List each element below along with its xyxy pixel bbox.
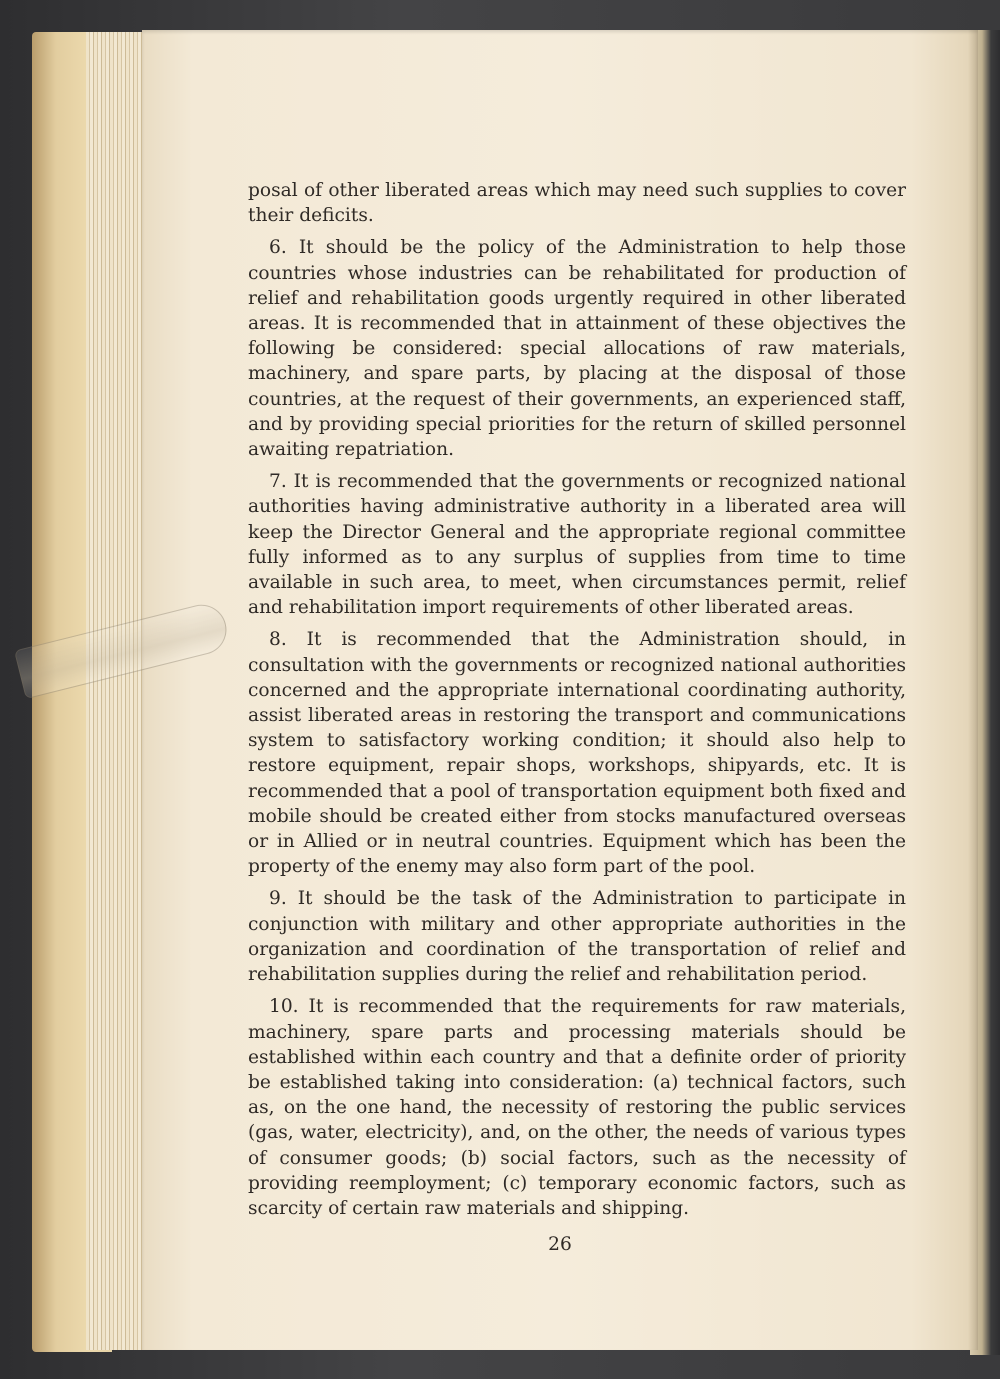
paragraph-continuation: posal of other liberated areas which may need such supplies to cover their deficits. <box>248 180 906 227</box>
book-page <box>142 30 978 1350</box>
paragraph-6: 6. It should be the policy of the Administration to help those countries whose industries can be rehabilitated for production of relief and rehabilitation goods urgently required in other liberated areas. It is recommended that in attainment of these objectives the following be considered: special allocations of raw materials, machinery, and spare parts, by placing at the disposal of those countries, at the request of their governments, an experienced staff, and by providing special priorities for the return of skilled personnel awaiting repatriation. <box>248 237 906 461</box>
paragraph-10: 10. It is recommended that the requirements for raw materials, machinery, spare parts and processing materials should be established within each country and that a definite order of priority be established taking into consideration: (a) technical factors, such as, on the one hand, the necessity of restoring the public services (gas, water, electricity), and, on the other, the needs of various types of consumer goods; (b) social factors, such as the necessity of providing reemployment; (c) temporary economic factors, such as scarcity of certain raw materials and shipping. <box>248 996 906 1219</box>
paragraph-7: 7. It is recommended that the governments or recognized national authorities having administrative authority in a liberated area will keep the Director General and the appropriate regional committee fully informed as to any surplus of supplies from time to time available in such area, to meet, when circumstances permit, relief and rehabilitation import requirements of other liberated areas. <box>248 471 906 619</box>
paragraph-9: 9. It should be the task of the Administration to participate in conjunction with military and other appropriate authorities in the organization and coordination of the transportation of relief and rehabilitation supplies during the relief and rehabilitation period. <box>248 888 906 986</box>
page-number: 26 <box>548 1234 572 1255</box>
body-text <box>248 178 906 1228</box>
paragraph-8: 8. It is recommended that the Administration should, in consultation with the governments or recognized national authorities concerned and the appropriate international coordinating authority, assist liberated areas in restoring the transport and communications system to satisfactory working condition; it should also help to restore equipment, repair shops, workshops, shipyards, etc. It is recommended that a pool of transportation equipment both fixed and mobile should be created either from stocks manufactured overseas or in Allied or in neutral countries. Equipment which has been the property of the enemy may also form part of the pool. <box>248 629 906 878</box>
